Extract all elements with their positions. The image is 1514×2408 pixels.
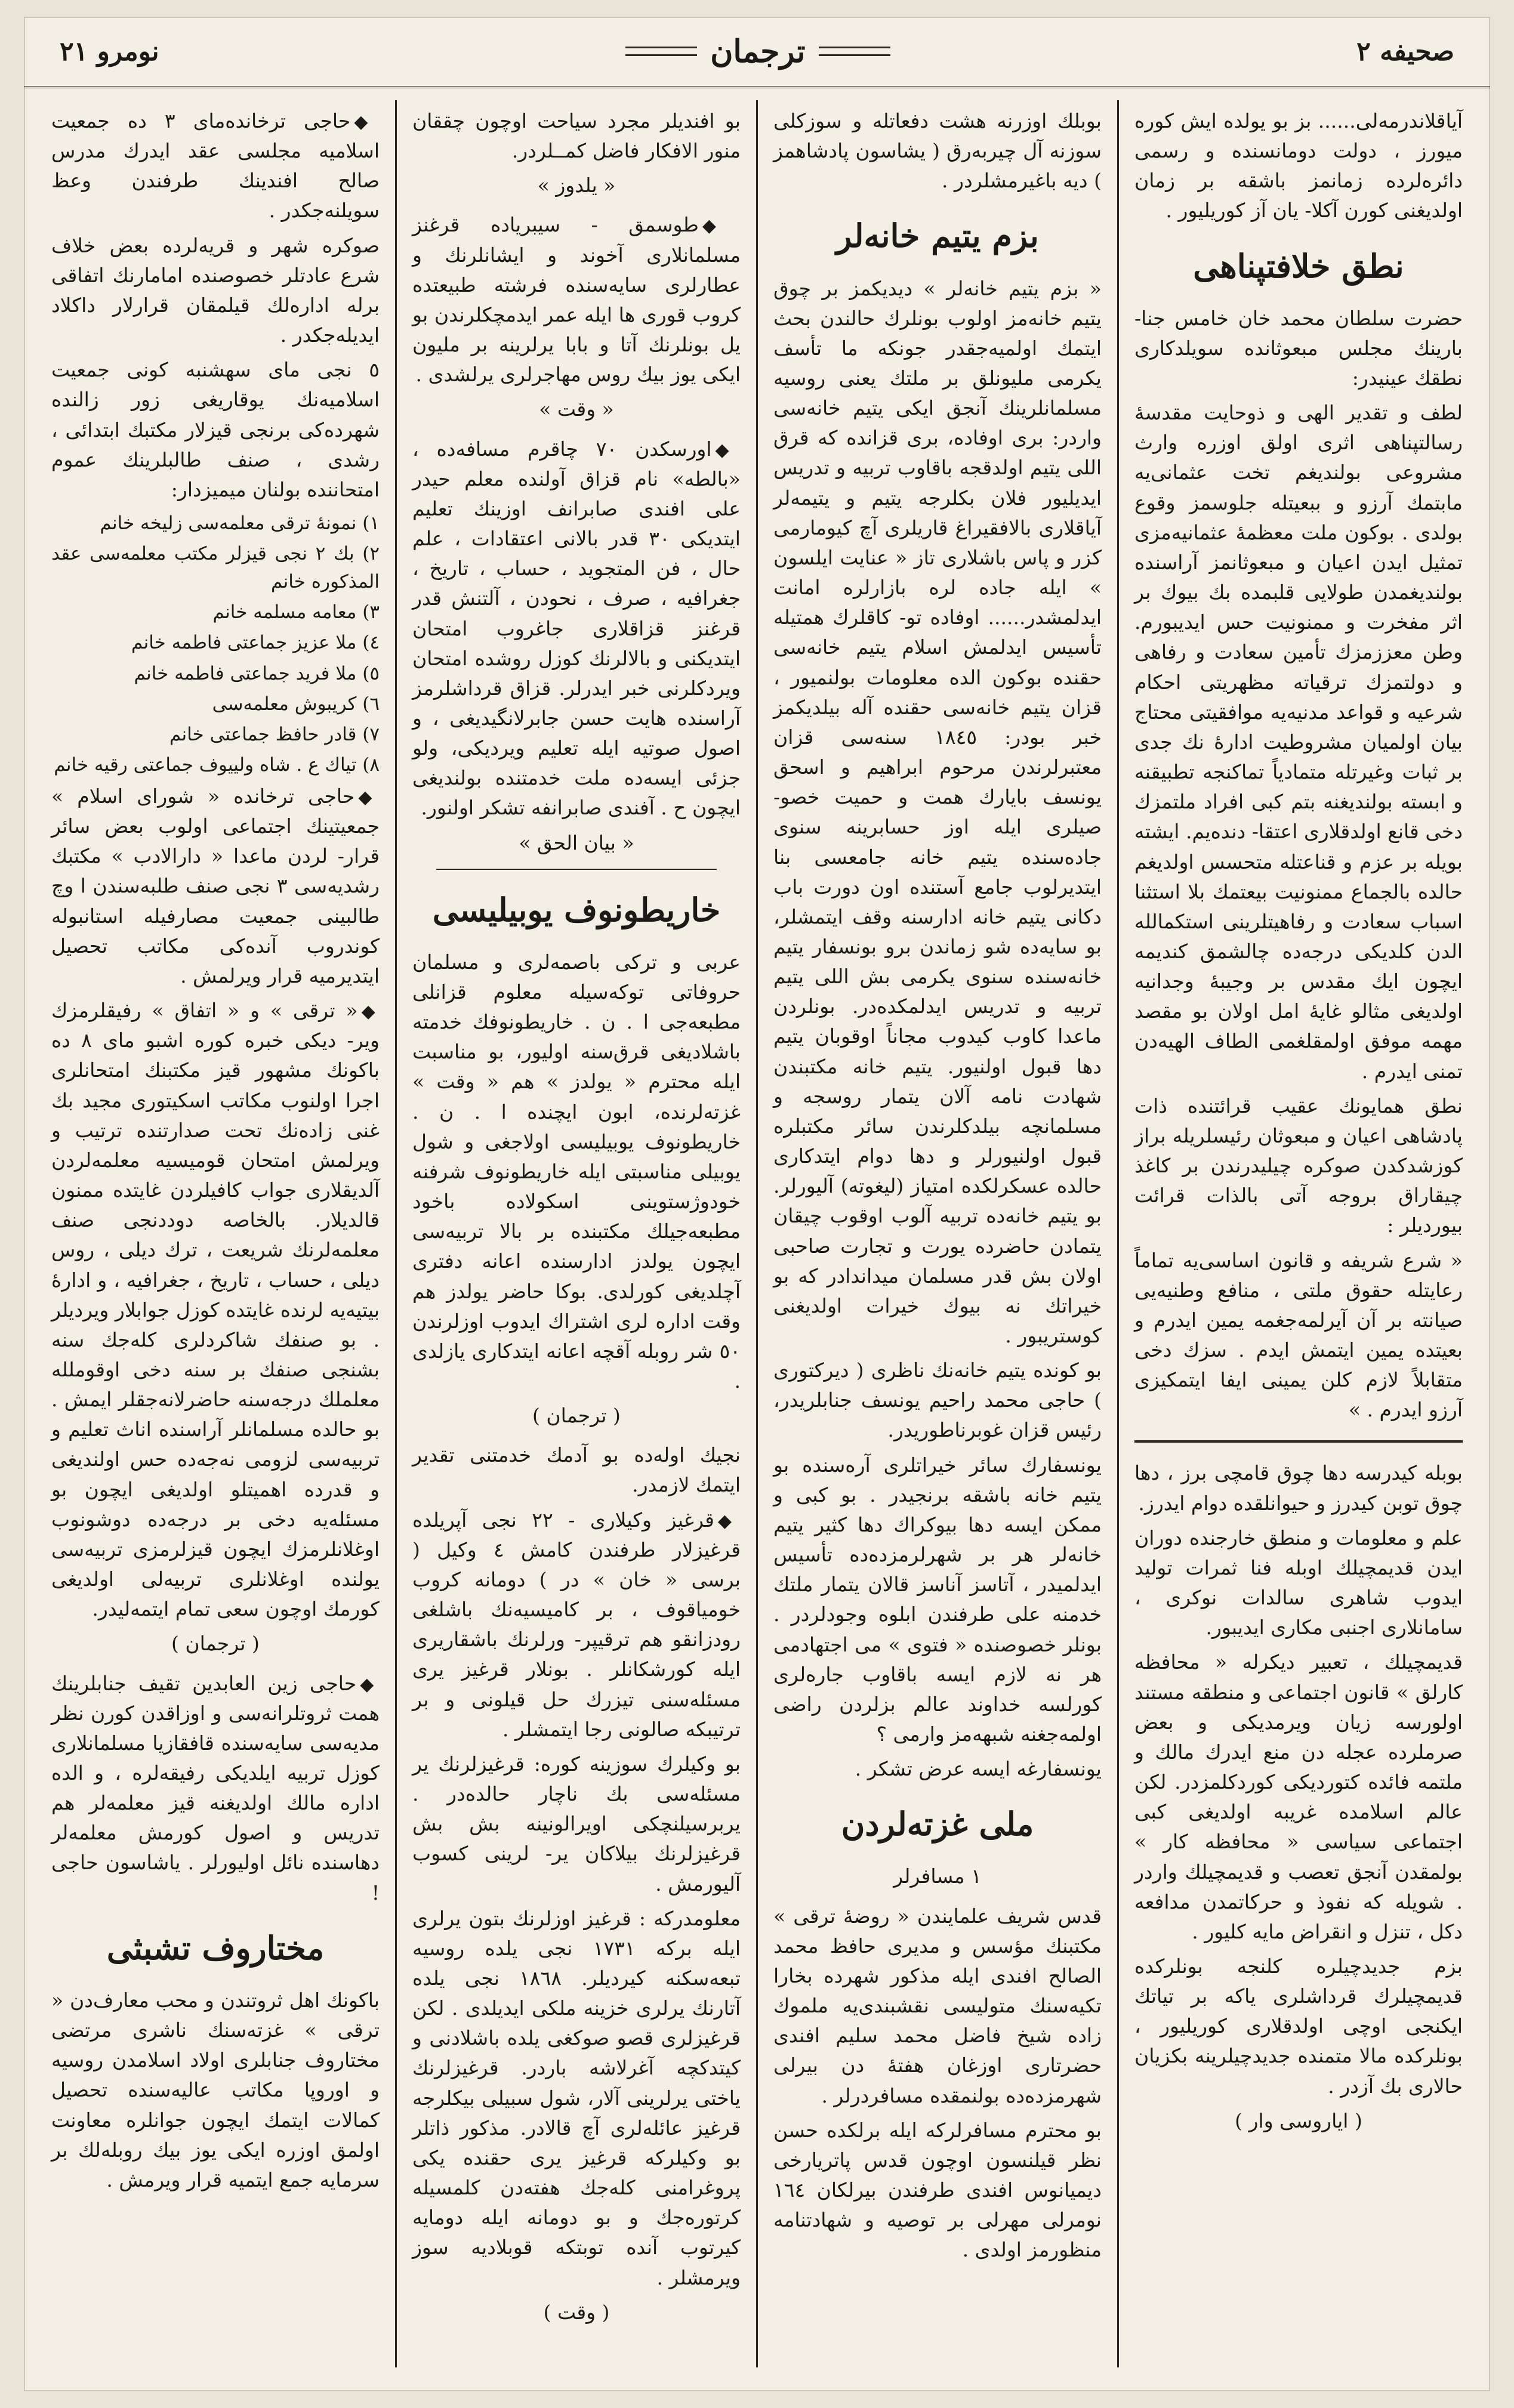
col2-subtitle2: [773, 1861, 1102, 1891]
col2-subtitle2-num: ١: [971, 1864, 982, 1888]
col3-p8: معلومدرکه : قرغیز اوزلرنك بتون یرلری ایله برکه ١٧٣١ نجی یلده روسیه تبعه‌سکنه کیردیلر. ١٨٦٨ نجی یلده آتارنك یرلری خزینه ملکی ایدیلدی . لکن قرغیزلری قصو صوکغی یلده باشلادنی و کیتدکچه آغرلاشه باردر. قرغیزلرنك یاختی یرلرینی آلار، شول سبیلی بیکلرجه قرغیز عائله‌لری آچ قالادر. مذکور ذاتلر بو وکیلرکه قرغیز یری حقنده یکی پروغرامنی کله‌جك هفته‌دن کلمسیله کرتوره‌جك و بو دومانه ایله دومایه کیرتوب آنده توبتکه قوبلادیه سوز ویرمشلر .: [412, 1906, 741, 2289]
col4-p1: [51, 106, 380, 226]
newspaper-title: [625, 33, 890, 70]
col2-title2: ملی غزته‌لردن: [841, 1805, 1034, 1844]
col3-title: خاریطونوف یوبیلیسی: [432, 890, 721, 929]
col2-p6: قدس شریف علمایندن « روضهٔ ترقی » مکتبنك مؤسس و مدیری حافظ محمد الصالح افندی ایله مذکور شهرده بخارا تکیه‌سنك متولیسی نقشبندی‌یه ملموك زاده شیخ فاضل محمد سلیم افندی حضرتاری اوزغان هفتهٔ دن بیرلی شهرمزده‌ده بولنمقده مسافردرلر .: [773, 1904, 1102, 2107]
col4-sig1: ( ترجمان ): [171, 1632, 260, 1656]
list-item: ٢) بك ٢ نجی قیزلر مکتب معلمه‌سی عقد المذکوره خانم: [51, 543, 380, 593]
col1-p3: نطق همایونك عقیب قرائتنده ذات پادشاهی اعیان و مبعوثان رئیسلریله براز کوزشدکدن صوکره چیلیدرندن بر کاغذ چیقاراق بروجه آتی بالذات قرائت بیوردیلر :: [1134, 1094, 1463, 1237]
diamond-bullet-icon: ◆: [354, 112, 380, 132]
col3-p4: عربی و ترکی باصمه‌لری و مسلمان حروفاتی توکه‌سیله معلوم قزانلی مطبعه‌جی ا . ن . خاریطونوفك خدمته باشلادیغی قرق‌سنه اولیور، بو مناسبت ایله محترم « یولدز » هم « وقت » غزته‌لرنده، ابون ایچنده ا . ن . خاریطونوف یوبیلیسی اولاجغی و شول یوبیلی مناسبتی ایله خاریطونوف شرفنه خودوژستوینی اسکولاده باخود مطبعه‌جیلك مکتبنده بر بالا تربیه‌سی ایچون یولدز ادارسنده اعانه دفتری آچلدیغی کورلدی. بوکا حاضر یولدز هم وقت اداره لری اشتراك ایدوب اوزلرندن ٥٠ شر روبله آقچه اعانه ایتدکاری یازلدی .: [412, 950, 741, 1393]
col3-sig3: « بیان الحق »: [519, 831, 634, 854]
column-4: [36, 100, 395, 2367]
col3-sig4: ( ترجمان ): [532, 1404, 621, 1428]
diamond-bullet-icon: ◆: [360, 1674, 380, 1695]
newspaper-page: [24, 17, 1490, 2391]
col3-p1: بو افندیلر مجرد سیاحت اوچون چققان منور الافکار فاضل کمـ‌ـلردر.: [412, 109, 741, 163]
col1-p6: علم و معلومات و منطق خارجنده دوران ایدن قدیمچیلك اوبله فنا ثمرات تولید ایدوب شاهری سالدات نوکری ، سامانلاری اجنبی مکاری ایدیبور.: [1134, 1526, 1463, 1640]
col3-p3: [412, 434, 741, 823]
col2-p5: یونسفارغه ایسه عرض تشکر .: [855, 1757, 1102, 1781]
col1-intro: آیاقلاندرمه‌لی...... بز بو یولده ایش کوره میورز ، دولت دومانسنده و رسمی دائره‌لرده زمانمز باشقه بر زمان اولدیغنی کورن آکلا- یان آز کوریلیور .: [1134, 109, 1463, 223]
column-2: [756, 100, 1117, 2367]
masthead: [24, 17, 1490, 88]
issue-number: نومرو ٢١: [60, 36, 159, 67]
diamond-bullet-icon: ◆: [702, 215, 741, 237]
col3-p2-text: طوسمق - سیبریاده قرغنز مسلمانلاری آخوند و ایشانلرنك و عطارلری سایه‌سنده فرشته طبیعتده کروب قوری ها ایله عمر ایدمچکلرندن بو یل بونلرنك آتا و بابا یرلرینه بر ملیون ایکی یوز بیك روس مهاجرلری یرلشدی .: [412, 213, 741, 387]
col1-continued: ( ایاروسی وار ): [1235, 2108, 1362, 2132]
ornament-left: [625, 47, 697, 56]
col2-p7: بو محترم مسافرلرکه ایله برلکده حسن نظر قیلنسون اوچون قدس پاتریارخی دیمیانوس افندی طرفندن بیرلکان ١٦٤ نومرلی مهرلی بر توصیه و شهادتنامه منظورمز اولدی .: [773, 2118, 1102, 2262]
col1-p4: « شرع شریفه و قانون اساسی‌یه تماماً رعایتله حقوق ملتی ، منافع وطنیه‌یی صیانته بر آن آیرلمه‌جغمه یمین ایدرم و بعیتده یمین ایتمش ایدم . سزك دخی متقابلاً لازم کلن یمینی ایفا ایتمکیزی آرزو ایدرم . »: [1134, 1248, 1463, 1422]
col4-p7: باکونك اهل ثروتندن و محب معارف‌دن « ترقی » غزته‌سنك ناشری مرتضی مختاروف جنابلری اولاد اسلامدن روسیه و اوروپا مکاتب عالیه‌سنده تحصیل کمالات ایتمك ایچون جوانلره معاونت اولمق اوزره ایکی یوز بیك روبله‌لك بر سرمایه جمع ایتمیه قرار ویرمش .: [51, 1988, 380, 2191]
col2-subtitle2-text: مسافرلر: [893, 1864, 965, 1888]
col2-p2: « بزم یتیم خانه‌لر » دیدیکمز بر چوق یتیم خانه‌مز اولوب بونلرك حالندن بحث ایتمك اولمیه‌جقدر جونکه ما تأسف یکرمی ملیونلق بر ملتك یعنی روسیه مسلمانلرینك آنجق ایکی یتیم خانه‌سی واردر: بری اوفاده، بری قزانده که قرق اللی یتیم اولدقجه باقاوب تربیه و تدریس ایدیلیور فلان بکلرجه یتیم و یتیمه‌لر آیاقلاری بالافقیراغ قاریلری آچ کیومارمی کزر و پاس باشلاری تاز « عنایت ایلسون » ایله جاده لره بازارلره امانت ایدلمشدر...... اوفاده تو- کاقلرك همتیله تأسیس ایدلمش اسلام یتیم خانه‌سی حقنده بوکون الده معلومات بولنمیور ، قزان یتیم خانه‌سی حقنده آله بیلدیکمز خبر بودر: ١٨٤٥ سنه‌سی قزان معتبرلرندن مرحوم ابراهیم و اسحق یونسف بایارك همت و حمیت خصو- صیلری ایله اوز حسابرینه سنوی جاده‌سنده یتیم خانه جامعسی بنا ایتدیرلوب جامع آستنده اون دورت باب دکانی یتیم خانه ادارسنه وقف ایتمشلر، بو سایه‌ده شو زماندن برو بونسفار یتیم خانه‌سنده سنوی یکرمی بش اللی یتیم تربیه و تدریس ایدلمکده‌در. بونلردن ماعدا کاوب کیدوب مجاناً اوقوبان یتیم دها قبول اولنیور. یتیم خانه مکتبندن شهادت نامه آلان یتمار روسجه و مسلمانچه بیلدکلرندن سائر مکتبلره قبول اولنیورلر و دها دوام ایتدکاری حالده عسکرلکده امتیاز (لیغوته) آلیورلر. بو یتیم خانه‌ده تربیه آلوب اوقوب چیقان یتمادن حاضرده یورت و تجارت صاحبی اولان بش قدر مسلمان میداندا‌در که بو خیراتك نه بیوك خیرات اولدیغنی کوستریبور .: [773, 276, 1102, 1348]
list-item: ٧) قادر حافظ جماعتی خانم: [169, 723, 380, 745]
col4-p3: ٥ نجی مای سهشنبه کونی جمعیت اسلامیه‌نك یوقاریغی زور زالنده شهرده‌کی برنجی قیزلار مکتبك ابتدائی ، رشدی ، صنف طالبلرینك عموم امتحاننده بولنان میمیزدار:: [51, 358, 380, 501]
col1-p2: لطف و تقدیر الهی و ذوحایت مقدسهٔ رسالتپناهی اثری اولق اوزره وارث مشروعی بولندیغم تخت عثمانی‌یه مابتمك آرزو و ببعیتله جلوسمز وقوع بولدی . بوکون ملت معظمهٔ عثمانیه‌مزی تمثیل ایدن اعیان و مبعوثانمز آراسنده بولندیغمدن طولایی قلبمده بك بیوك بر اثر مفخرت و ممنونیت حس ایدیبورم. وطن معززمزك تأمین سعادت و رفاهی و دولتمزك ترقیاته مظهریتی احکام شرعیه و قواعد مدنیه‌یه موافقیتی محتاج بیان اولمیان مشروطیت ادارهٔ نك جدی بر ثبات وغیرتله متمادیاً تماکنجه تطبیقنه و ابسته بولندیغنه بتم کبی افراد ملتمزك دخی قانع اولدقلاری اعتقا- دنده‌یم. ایشته بویله بر عزم و قناعتله متحسس اولدیغم حالده بالجماع ممنونیت بیعتمك بلا استثنا اسباب سعادت و رفاهیتلرینی استکمالله الدن کلدیکی درجه‌ده چالشمق کندیمه ایچون ایك مقدس بر وجیبهٔ وجدانیه اولدیغی مثالو غایهٔ امل اولان بو مقصد مهمه موفق اولمقلغمی الطاف الهیه‌دن تمنی ایدرم .: [1134, 401, 1463, 1083]
col3-p6-text: قرغیز وکیلاری - ٢٢ نجی آپریلده قرغیزلار طرفندن کامش ٤ وکیل ( برسی « خان » در ) دومانه کروب خومیاقوف ، بر کامیسیه‌نك باشلغی رودزانقو هم ترقیپر- ورلرنك باشقاریری ایله کورشکانلر . بونلار قرغیز یری مسئله‌سنی تیزرك حل قیلونی و بر ترتیبکه صالونی رجا ایتمشلر .: [412, 1508, 741, 1741]
col2-title: بزم یتیم خانه‌لر: [836, 217, 1039, 255]
col1-p1: حضرت سلطان محمد خان خامس جنا- بارینك مجلس مبعوثانده سویلدکاری نطقك عینیدر:: [1134, 306, 1463, 390]
diamond-bullet-icon: ◆: [361, 1001, 380, 1023]
col1-p5: بوبله کیدرسه دها چوق قامچی برز ، دها چوق توبن کیدرز و حیوانلقده دوام ایدرز.: [1134, 1461, 1463, 1515]
col2-p1: بوبلك اوزرنه هشت دفعاتله و سوزکلی سوزنه آل چیربه‌رق ( یشاسون پادشاهمز ) دیه باغیرمشلردر .: [773, 109, 1102, 193]
col4-p2: صوکره شهر و قریه‌لرده بعض خلاف شرع عادتلر خصوصنده امامارنك اتفاقی برله اداره‌لك قیلمقان قرارلار داکلاد ایدیله‌جکدر .: [51, 233, 380, 347]
col2-p3: بو کونده یتیم خانه‌نك ناظری ( دیرکتوری ) حاجی محمد راحیم یونسف جنابلریدر، رئیس قزان غوبرناطوریدر.: [773, 1359, 1102, 1442]
list-item: ٨) تیاك ع . شاه ولییوف جماعتی رقیه خانم: [54, 754, 380, 776]
newspaper-name: ترجمان: [710, 33, 806, 70]
column-1: [1117, 100, 1478, 2367]
diamond-bullet-icon: ◆: [358, 787, 380, 808]
columns: [36, 100, 1478, 2367]
list-item: ٣) معامه مسلمه خانم: [212, 601, 380, 623]
list-item: ٤) ملا عزیز جماعتی فاطمه خانم: [131, 632, 380, 654]
diamond-bullet-icon: ◆: [717, 1510, 741, 1532]
col3-p6: [412, 1505, 741, 1745]
list-item: ٦) کریبوش معلمه‌سی: [212, 693, 380, 715]
ornament-right: [819, 47, 890, 56]
col1-p7: قدیمچیلك ، تعبیر دیکرله « محافظه کارلق » قانون اجتماعی و منطقه مستند اولورسه زیان ویرمدیکی و بعض صرملرده عجله دن منع ایدرك مالك و ملتمه فائده کتوردیکی کوردکلمزدر. لکن عالم اسلامده غریبه اولدیغی کبی اجتماعی سیاسی « محافظه کار » بولمقدن آنجق تعصب و قدیمچیلك واردر . شویله که نفوذ و حرکاتمدن مدافعه دکل ، تنزل و انقراض مایه کلیور .: [1134, 1650, 1463, 1943]
diamond-bullet-icon: ◆: [715, 439, 741, 461]
col3-p7: بو وکیلرك سوزینه کوره: قرغیزلرنك یر مسئله‌سی بك ناچار حالده‌در . یربرسیلنچکی اویرالونینه بش بش قرغیزلرنك بیلاکان یر- لرینی کسوب آلیورمش .: [412, 1752, 741, 1895]
col2-p4: یونسفارك سائر خیراتلری آره‌سنده بو یتیم خانه باشقه برنجیدر . بو کبی و ممکن ایسه دها بیوکراك دها کثیر یتیم خانه‌لر هر بر شهرلرمزده‌ده تأسیس ایدلمیدر ، آتاسز آناسز قالان یتمار ملتك خدمنه علی طرفندن ابلوه وجودلردر . بونلر خصوصنده « فتوی » می اجتهادمی هر نه لازم ایسه باقاوب جاره‌لری کورلسه خداوند عالم بزلردن راضی اولمه‌جغنه شبهه‌مز وارمی ؟: [773, 1453, 1102, 1746]
col3-sig2: « وقت »: [539, 397, 614, 421]
list-item: ١) نمونهٔ ترقی معلمه‌سی زلیخه خانم: [100, 513, 380, 535]
col4-p6-text: حاجی زین العابدین تقیف جنابلرینك همت ثروتلرانه‌سی و اوزاقدن کورن نظر مدیه‌سی سایه‌سنده قافقازیا مسلمانلاری کوزل تربیه ایلدیکی رفیقه‌لره ، و الده اداره مالك اولدیغنه قیز معلمه‌لر هم تدریس و اصول کورمش معلمه‌لر دهاسنده نائل اولیورلر . یاشاسون حاجی !: [51, 1671, 380, 1904]
col3-p3-text: اورسکدن ٧٠ چاقرم مسافه‌ده ، «بالطه» نام قزاق آولنده معلم حیدر علی افندی صابرانف اوزینك تعلیم ایتدیکی ٣٠ قدر بالانی اعتقادات ، علم حال ، فن المتجوید ، حساب ، تاریخ ، جغرافیه ، صرف ، نحودن ، آلتنش قدر قرغنز قزاقلاری جاغروب امتحان ایتدیکنی و بالالرنك کوزل روشده امتحان ویردکلرنی خبر ایدرلر. قزاق قرداشلرمز آراسنده هایت حسن جابرلانگیدیغی ، و اصول صوتیه ایله تعلیم ویردیکی، ولو جزئی ایسه‌ده ملت خدمتنده بولندیغی ایچون ح . آفندی صابرانفه تشکر اولنور.: [412, 437, 741, 820]
col1-p8: بزم جدیدچیلره کلنجه بونلرکده قدیمچیلرك قرداشلری یاکه بر تیاتك ایکنجی اوچی اولدقلاری کوریلیور ، بونلرکده مالا متمنده جدیدچیلرینه بکزیان حالاری بك آزدر .: [1134, 1954, 1463, 2098]
col4-title: مختاروف تشبثی: [106, 1928, 325, 1967]
col4-p1-text: حاجی ترخانده‌مای ٣ ده جمعیت اسلامیه مجلسی عقد ایدرك مدرس صالح افندینك طرفندن وعظ سویلنه‌جکدر .: [51, 109, 380, 223]
list-item: ٥) ملا فرید جماعتی فاطمه خانم: [134, 662, 380, 684]
col4-p5: [51, 996, 380, 1624]
col4-p4-text: حاجی ترخانده « شورای اسلام » جمعیتینك اجتماعی اولوب بعض سائر قرار- لردن ماعدا « دارالادب » مکتبك رشدیه‌سی ٣ نجی صنف طلبه‌سندن ا وچ طالبینی جمعیت مصارفیله استانبوله کوندروب آنده‌کی مکاتب تحصیل ایتدیرمیه قرار ویرلمش .: [51, 785, 380, 987]
col4-p5-text: « ترقی » و « اتفاق » رفیقلرمزك ویر- دیکی خبره کوره اشبو مای ٨ ده باکونك مشهور قیز مکتبنك امتحانلری اجرا اولنوب مکاتب اسکیتوری مجید بك غنی زاده‌نك تحت صدارتنده ترتیب و ویرلمش امتحان قومیسیه معلمه‌لردن آلدیقلاری جواب کافیلردن غایتده ممنون قالدیلار. بالخاصه دوددنجی صنف معلمه‌لرنك شریعت ، ترك دیلی ، روس دیلی ، حساب ، تاریخ ، جغرافیه ، و ادارهٔ بیتیه‌یه لرنده غایتده کوزل جوابلار ویردیلر . بو صنفك شاکردلری کله‌جك سنه بشنجی صنفك بر سنه دخی اوقوملله معلملك درجه‌سنه حاضرلانه‌جقلر ایمش . بو حالده مسلمانلر آراسنده اناث تعلیم و تربیه‌سی لزومی نه‌جه‌ده حس اولندیغی و قدرده اهمیتلو اولدیغی ایچون بو مسئله‌یه دخی بر درجه‌ده دوشونوب اوغلانلرمزك ایچون قیزلرمزی تربیه‌سی یولنده اوغلانلری تربیه‌لی اولدیغی کورمك اوچون سعی تمام ایتمه‌لیدر.: [51, 999, 380, 1621]
col3-p5: نجیك اوله‌ده بو آدمك خدمتنی تقدیر ایتمك لازمدر.: [412, 1443, 741, 1497]
col1-title: نطق خلافتپناهی: [1193, 246, 1404, 285]
col3-sig5: ( وقت ): [543, 2300, 610, 2324]
section-divider: [1134, 1440, 1463, 1443]
col4-p6: [51, 1669, 380, 1908]
col3-sig1: « یلدوز »: [537, 174, 616, 197]
col4-p4: [51, 782, 380, 991]
page-label: صحيفه ٢: [1356, 36, 1454, 67]
column-3: [395, 100, 756, 2367]
divider: [436, 869, 717, 870]
col3-p2: [412, 210, 741, 390]
